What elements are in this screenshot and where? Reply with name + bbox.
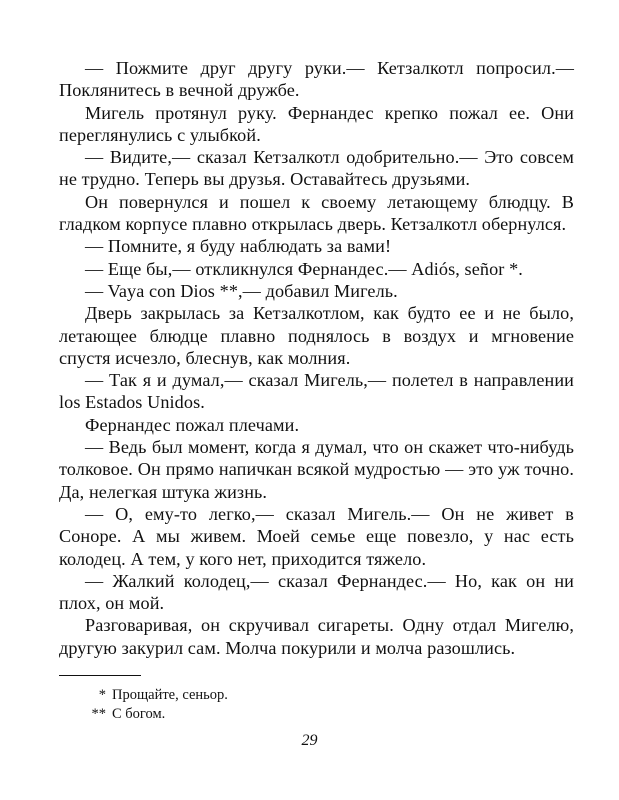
paragraph: — Видите,— сказал Кетзалкотл одобрительно.— Это совсем не трудно. Теперь вы друзья. Оставайтесь друзьями. <box>59 147 574 190</box>
paragraph: Дверь закрылась за Кетзалкотлом, как будто ее и не было, летающее блюдце плавно поднялось в воздух и мгновение спустя исчезло, блеснув, как молния. <box>59 303 574 368</box>
footnote-text: С богом. <box>112 706 166 722</box>
paragraph: — Еще бы,— откликнулся Фернандес.— Adiós, señor *. <box>85 258 523 279</box>
paragraph: — Vaya con Dios **,— добавил Мигель. <box>85 280 398 301</box>
paragraph: Он повернулся и пошел к своему летающему блюдцу. В гладком корпусе плавно открылась дверь. Кетзалкотл обернулся. <box>59 191 574 235</box>
paragraph: — О, ему-то легко,— сказал Мигель.— Он не живет в Соноре. А мы живем. Моей семье еще повезло, у нас есть колодец. А тем, у кого нет, приходится тяжело. <box>59 503 574 569</box>
footnote <box>84 705 228 724</box>
paragraph: — Жалкий колодец,— сказал Фернандес.— Но, как он ни плох, он мой. <box>59 570 574 614</box>
footnote-mark: * <box>98 687 106 703</box>
paragraph: — Ведь был момент, когда я думал, что он скажет что-нибудь толковое. Он прямо напичкан всякой мудростью — это уж точно. Да, нелегкая штука жизнь. <box>59 437 574 502</box>
paragraph: — Так я и думал,— сказал Мигель,— полетел в направлении los Estados Unidos. <box>59 370 574 413</box>
paragraph: — Пожмите друг другу руки.— Кетзалкотл попросил.— Поклянитесь в вечной дружбе. <box>59 58 574 101</box>
page-number: 29 <box>301 732 318 749</box>
paragraph: Мигель протянул руку. Фернандес крепко пожал ее. Они переглянулись с улыбкой. <box>59 102 574 145</box>
paragraph: — Помните, я буду наблюдать за вами! <box>85 236 392 257</box>
footnote-text: Прощайте, сеньор. <box>112 687 228 703</box>
footnote <box>84 686 228 705</box>
footnote-divider <box>59 675 141 676</box>
footnotes <box>84 686 228 724</box>
main-text <box>59 57 574 659</box>
paragraph: Разговаривая, он скручивал сигареты. Одну отдал Мигелю, другую закурил сам. Молча покурили и молча разошлись. <box>59 615 574 658</box>
footnote-mark: ** <box>91 706 106 722</box>
paragraph: Фернандес пожал плечами. <box>85 414 300 435</box>
